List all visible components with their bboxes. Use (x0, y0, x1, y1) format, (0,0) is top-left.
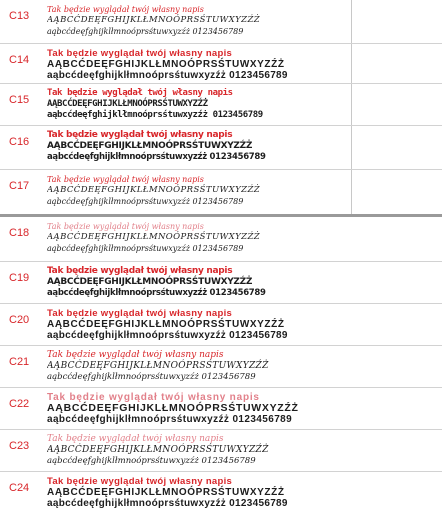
sample-line-lowercase: aąbcćdeęfghijklłmnoóprsśtuwxyzźż 0123456789 (47, 330, 288, 341)
font-row-c14 (0, 44, 442, 84)
font-row-c13 (0, 0, 442, 44)
sample-line-lowercase: aąbcćdeęfghijklłmnoóprsśtuwxyzźż 0123456789 (47, 197, 244, 206)
sample-line-phrase: Tak będzie wyglądał twój własny napis (47, 130, 233, 140)
font-row-c17 (0, 170, 442, 214)
sample-line-uppercase: AĄBCĆDEĘFGHIJKLŁMNOÓPRSŚTUWXYZŹŻ (47, 402, 299, 414)
sample-line-uppercase: AĄBCĆDEĘFGHIJKLŁMNOÓPRSŚTUWXYZŹŻ (47, 185, 261, 195)
sample-line-phrase: Tak będzie wyglądał twój własny napis (47, 48, 233, 59)
font-code: C18 (9, 227, 30, 239)
font-code: C23 (9, 440, 30, 452)
font-row-c20 (0, 304, 442, 346)
font-row-c16 (0, 126, 442, 170)
sample-line-uppercase: AĄBCĆDEĘFGHIJKLŁMNOÓPRSŚTUWXYZŹŻ (47, 487, 285, 498)
sample-line-lowercase: aąbcćdeęfghijklłmnoóprsśtuwxyzźż 0123456789 (47, 288, 266, 298)
font-row-c19 (0, 262, 442, 304)
sample-line-uppercase: AĄBCĆDEĘFGHIJKLŁMNOÓPRSŚTUWXYZŹŻ (47, 99, 208, 109)
font-sample (47, 476, 438, 509)
sample-line-lowercase: aąbcćdeęfghijklłmnoóprsśtuwxyzźż 0123456789 (47, 456, 256, 466)
sample-line-phrase: Tak będzie wyglądał twój własny napis (47, 350, 224, 360)
font-sample (47, 434, 438, 467)
font-code: C17 (9, 180, 30, 192)
font-sample (47, 88, 438, 121)
sample-line-uppercase: AĄBCĆDEĘFGHIJKLŁMNOÓPRSŚTUWXYZŹŻ (47, 319, 285, 330)
sample-line-phrase: Tak będzie wyglądał twój własny napis (47, 5, 204, 14)
sample-line-lowercase: aąbcćdeęfghijklłmnoóprsśtuwxyzźż 0123456789 (47, 498, 288, 509)
font-code: C14 (9, 54, 30, 66)
sample-line-uppercase: AĄBCĆDEĘFGHIJKLŁMNOÓPRSŚTUWXYZŹŻ (47, 15, 261, 25)
font-sample (47, 130, 438, 163)
font-code: C16 (9, 136, 30, 148)
sample-line-phrase: Tak będzie wyglądał twój własny napis (47, 175, 204, 184)
font-row-c18 (0, 217, 442, 262)
sample-line-phrase: Tak będzie wyglądał twój własny napis (47, 434, 224, 444)
font-code: C24 (9, 482, 30, 494)
sample-line-phrase: Tak będzie wyglądał twój własny napis (47, 308, 233, 319)
font-sample (47, 350, 438, 383)
sample-line-lowercase: aąbcćdeęfghijklłmnoóprsśtuwxyzźż 0123456789 (47, 414, 293, 425)
font-sample (47, 48, 438, 81)
font-row-c22 (0, 388, 442, 430)
sample-line-uppercase: AĄBCĆDEĘFGHIJKLŁMNOÓPRSŚTUWXYZŹŻ (47, 277, 253, 287)
font-code: C22 (9, 398, 30, 410)
sample-line-phrase: Tak będzie wyglądał twój własny napis (47, 266, 233, 276)
font-code: C15 (9, 94, 30, 106)
sample-line-lowercase: aąbcćdeęfghijklłmnoóprsśtuwxyzźż 0123456789 (47, 70, 288, 81)
sample-line-uppercase: AĄBCĆDEĘFGHIJKLŁMNOÓPRSŚTUWXYZŹŻ (47, 361, 269, 371)
font-row-c23 (0, 430, 442, 472)
font-row-c24 (0, 472, 442, 512)
sample-line-uppercase: AĄBCĆDEĘFGHIJKLŁMNOÓPRSŚTUWXYZŹŻ (47, 445, 269, 455)
sample-line-uppercase: AĄBCĆDEĘFGHIJKLŁMNOÓPRSŚTUWXYZŹŻ (47, 232, 261, 242)
font-code: C20 (9, 314, 30, 326)
font-sample (47, 392, 438, 425)
sample-line-lowercase: aąbcćdeęfghijklłmnoóprsśtuwxyzźż 0123456789 (47, 110, 263, 120)
font-code: C21 (9, 356, 30, 368)
sample-line-lowercase: aąbcćdeęfghijklłmnoóprsśtuwxyzźż 0123456789 (47, 27, 244, 36)
sample-line-lowercase: aąbcćdeęfghijklłmnoóprsśtuwxyzźż 0123456789 (47, 152, 266, 162)
font-sample (47, 308, 438, 341)
sample-line-lowercase: aąbcćdeęfghijklłmnoóprsśtuwxyzźż 0123456789 (47, 244, 244, 253)
sample-line-phrase: Tak będzie wyglądał twój własny napis (47, 222, 204, 231)
sample-line-phrase: Tak będzie wyglądał twój własny napis (47, 392, 260, 403)
sample-line-phrase: Tak będzie wyglądał twój własny napis (47, 88, 233, 98)
sample-line-uppercase: AĄBCĆDEĘFGHIJKLŁMNOÓPRSŚTUWXYZŹŻ (47, 141, 253, 151)
sample-line-lowercase: aąbcćdeęfghijklłmnoóprsśtuwxyzźż 0123456789 (47, 372, 256, 382)
font-sample (47, 266, 438, 299)
font-row-c21 (0, 346, 442, 388)
font-code: C19 (9, 272, 30, 284)
sample-line-uppercase: AĄBCĆDEĘFGHIJKLŁMNOÓPRSŚTUWXYZŹŻ (47, 59, 285, 70)
font-code: C13 (9, 10, 30, 22)
font-sample (47, 4, 438, 37)
font-sample (47, 221, 438, 254)
font-row-c15 (0, 84, 442, 126)
sample-line-phrase: Tak będzie wyglądał twój własny napis (47, 476, 233, 487)
font-sample (47, 174, 438, 207)
